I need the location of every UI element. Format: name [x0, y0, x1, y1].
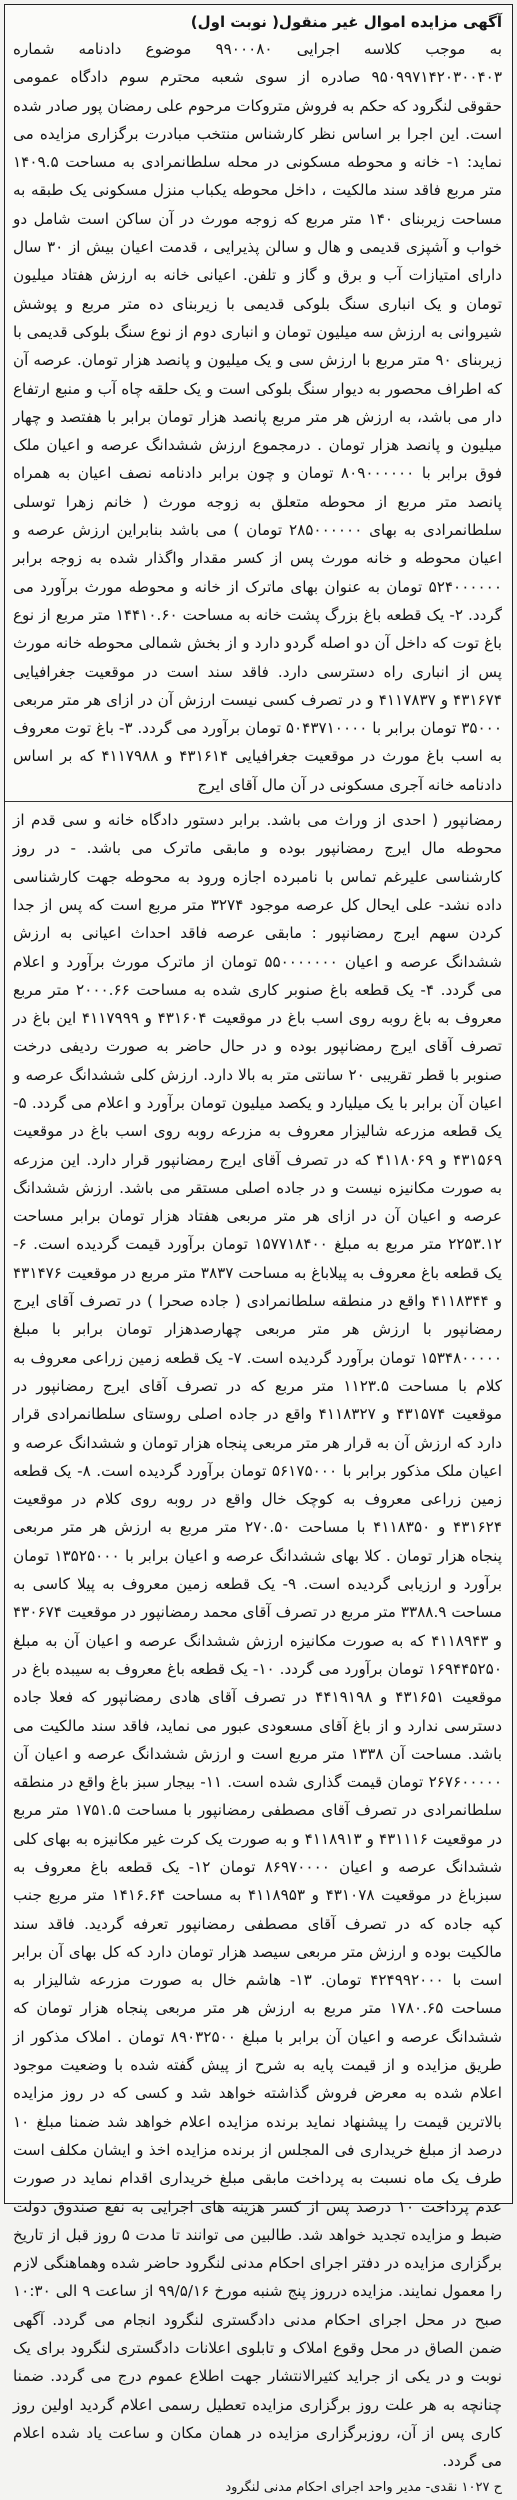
notice-title: آگهی مزایده اموال غیر منقول( نوبت اول) [190, 13, 502, 31]
notice-clipping [4, 4, 513, 2495]
column-divider [5, 801, 512, 802]
notice-body-part-1: به موجب کلاسه اجرایی ۹۹۰۰۰۸۰ موضوع دادنامه شماره ۹۵۰۹۹۷۱۴۲۰۳۰۰۴۰۳ صادره از سوی شعبه محترم سوم دادگاه عمومی حقوقی لنگرود که حکم به فروش متروکات مرحوم علی رمضان پور صادر شده است. این اجرا بر اساس نظر کارشناس منتخب مبادرت برگزاری مزایده می نماید: ۱- خانه و محوطه مسکونی در محله سلطانمرادی به مساحت ۱۴۰۹.۵ متر مربع فاقد سند مالکیت ، داخل محوطه یکباب منزل مسکونی یک طبقه به مساحت زیربنای ۱۴۰ متر مربع که زوجه مورث در آن ساکن است شامل دو خواب و آشپزی قدیمی و هال و سالن پذیرایی ، قدمت اعیان بیش از ۳۰ سال دارای امتیازات آب و برق و گاز و تلفن. اعیانی خانه به ارزش هفتاد میلیون تومان و یک انباری سنگ بلوکی قدیمی با زیربنای ده متر مربع و پوشش شیروانی به ارزش سه میلیون تومان و انباری دوم از نوع سنگ بلوکی قدیمی با زیربنای ۹۰ متر مربع با ارزش سی و یک میلیون و پانصد هزار تومان. عرصه آن که اطراف محصور به دیوار سنگ بلوکی است و یک حلقه چاه آب و منبع ارتفاع دار می باشد، به ارزش هر متر مربع پانصد هزار تومان برابر با هفتصد و چهار میلیون و پانصد هزار تومان . درمجموع ارزش ششدانگ عرصه و اعیان ملک فوق برابر با ۸۰۹۰۰۰۰۰۰ تومان و چون برابر دادنامه نصف اعیان به همراه پانصد متر مربع از محوطه متعلق به زوجه مورث ( خانم زهرا توسلی سلطانمرادی به بهای ۲۸۵۰۰۰۰۰۰ تومان ) می باشد بنابراین ارزش عرصه و اعیان محوطه و خانه مورث پس از کسر مقدار واگذار شده به زوجه برابر ۵۲۴۰۰۰۰۰۰ تومان به عنوان بهای ماترک از خانه و محوطه مورث برآورد می گردد. ۲- یک قطعه باغ بزرگ پشت خانه به مساحت ۱۴۴۱۰.۶۰ متر مربع از نوع باغ توت که داخل آن دو اصله گردو دارد و از بخش شمالی محوطه خانه مورث پس از انباری راه دسترسی دارد. فاقد سند است در موقعیت جغرافیایی ۴۳۱۶۷۴ و ۴۱۱۷۸۳۷ و در تصرف کسی نیست ارزش آن در ازای هر متر مربعی ۳۵۰۰۰ تومان برابر با ۵۰۴۳۷۱۰۰۰۰ تومان برآورد می گردد. ۳- باغ توت معروف به اسب باغ مورث در موقعیت جغرافیایی ۴۳۱۶۱۴ و ۴۱۱۷۹۸۸ که بر اساس دادنامه خانه آجری مسکونی در آن مال آقای ایرج [13, 40, 502, 794]
notice-signature: ح ۱۰۲۷ نقدی- مدیر واحد اجرای احکام مدنی لنگرود [225, 2479, 502, 2495]
notice-body-part-2: رمضانپور ( احدی از وراث می باشد. برابر دستور دادگاه خانه و سی قدم از محوطه مال ایرج رمضانپور بوده و مابقی ماترک می باشد. - در روز کارشناسی علیرغم تماس با نامبرده اجازه ورود به محوطه جهت کارشناسی داده نشد- علی ایحال کل عرصه موجود ۳۲۷۴ متر مربع است که پس از جدا کردن سهم ایرج رمضانپور : مابقی عرصه فاقد احداث اعیانی به ارزش ششدانگ عرصه و اعیان ۵۵۰۰۰۰۰۰۰ تومان از ماترک مورث برآورد و اعلام می گردد. ۴- یک قطعه باغ صنوبر کاری شده به مساحت ۲۰۰۰.۶۶ متر مربع معروف به باغ روبه روی اسب باغ در موقعیت ۴۳۱۶۰۴ و ۴۱۱۷۹۹۹ این باغ در تصرف آقای ایرج رمضانپور بوده و در حال حاضر به صورت ردیفی درخت صنوبر با قطر تقریبی ۲۰ سانتی متر به بالا دارد. ارزش کلی ششدانگ عرصه و اعیان آن برابر با یک میلیارد و یکصد میلیون تومان برآورد و اعلام می گردد. ۵- یک قطعه مزرعه شالیزار معروف به مزرعه روبه روی اسب باغ در موقعیت ۴۳۱۵۶۹ و ۴۱۱۸۰۶۹ که در تصرف آقای ایرج رمضانپور قرار دارد. این مزرعه به صورت مکانیزه نیست و در جاده اصلی مستقر می باشد. ارزش ششدانگ عرصه و اعیان آن در ازای هر متر مربعی هفتاد هزار تومان برابر مساحت ۲۲۵۳.۱۲ متر مربع به مبلغ ۱۵۷۷۱۸۴۰۰ تومان برآورد قیمت گردیده است. ۶- یک قطعه باغ معروف به پیلاباغ به مساحت ۳۸۳۷ متر مربع در موقعیت ۴۳۱۴۷۶ و ۴۱۱۸۳۴۴ واقع در منطقه سلطانمرادی ( جاده صحرا ) در تصرف آقای ایرج رمضانپور با ارزش هر متر مربعی چهارصدهزار تومان برابر با مبلغ ۱۵۳۴۸۰۰۰۰۰ تومان برآورد گردیده است. ۷- یک قطعه زمین زراعی معروف به کلام با مساحت ۱۱۲۳.۵ متر مربع که در تصرف آقای ایرج رمضانپور در موقعیت ۴۳۱۵۷۴ و ۴۱۱۸۳۲۷ واقع در جاده اصلی روستای سلطانمرادی قرار دارد که ارزش آن به قرار هر متر مربعی پنجاه هزار تومان و ششدانگ عرصه و اعیان ملک مذکور برابر با ۵۶۱۷۵۰۰۰ تومان برآورد گردیده است. ۸- یک قطعه زمین زراعی معروف به کوچک خال واقع در روبه روی کلام در موقعیت ۴۳۱۶۲۴ و ۴۱۱۸۳۵۰ با مساحت ۲۷۰.۵۰ متر مربع به ارزش هر متر مربعی پنجاه هزار تومان . کلا بهای ششدانگ عرصه و اعیان برابر با ۱۳۵۲۵۰۰۰ تومان برآورد و ارزیابی گردیده است. ۹- یک قطعه زمین معروف به پیلا کاسی به مساحت ۳۳۸۸.۹ متر مربع در تصرف آقای محمد رمضانپور در موقعیت ۴۳۰۶۷۴ و ۴۱۱۸۹۴۳ که به صورت مکانیزه ارزش ششدانگ عرصه و اعیان آن به مبلغ ۱۶۹۴۴۵۲۵۰ تومان برآورد می گردد. ۱۰- یک قطعه باغ معروف به سیبده باغ در موقعیت ۴۳۱۶۵۱ و ۴۴۱۹۱۹۸ در تصرف آقای هادی رمضانپور که فعلا جاده دسترسی ندارد و از باغ آقای مسعودی عبور می نماید، فاقد سند مالکیت می باشد. مساحت آن ۱۳۳۸ متر مربع است و ارزش ششدانگ عرصه و اعیان آن ۲۶۷۶۰۰۰۰۰ تومان قیمت گذاری شده است. ۱۱- بیجار سبز باغ واقع در منطقه سلطانمرادی در تصرف آقای مصطفی رمضانپور با مساحت ۱۷۵۱.۵ متر مربع در موقعیت ۴۳۱۱۱۶ و ۴۱۱۸۹۱۳ و به صورت یک کرت غیر مکانیزه به بهای کلی ششدانگ عرصه و اعیان ۸۶۹۷۰۰۰۰ تومان ۱۲- یک قطعه باغ معروف به سبزباغ در موقعیت ۴۳۱۰۷۸ و ۴۱۱۸۹۵۳ به مساحت ۱۴۱۶.۶۴ متر مربع جنب کپه جاده که در تصرف آقای مصطفی رمضانپور تعرفه گردید. فاقد سند مالکیت بوده و ارزش متر مربعی سیصد هزار تومان دارد که کل بهای آن برابر است با ۴۲۴۹۹۲۰۰۰ تومان. ۱۳- هاشم خال به صورت مزرعه شالیزار به مساحت ۱۷۸۰.۶۵ متر مربع به ارزش هر متر مربعی پنجاه هزار تومان که ششدانگ عرصه و اعیان آن برابر با مبلغ ۸۹۰۳۲۵۰۰ تومان . املاک مذکور از طریق مزایده و از قیمت پایه به شرح از پیش گفته شده با وضعیت موجود اعلام شده به معرض فروش گذاشته خواهد شد و کسی که در روز مزایده بالاترین قیمت را پیشنهاد نماید برنده مزایده اعلام خواهد شد ضمنا مبلغ ۱۰ درصد از مبلغ خریداری فی المجلس از برنده مزایده اخذ و ایشان مکلف است طرف یک ماه نسبت به پرداخت مابقی مبلغ خریداری اقدام نماید در صورت عدم پرداخت ۱۰ درصد پس از کسر هزینه های اجرایی به نفع صندوق دولت ضبط و مزایده تجدید خواهد شد. طالبین می توانند تا مدت ۵ روز قبل از تاریخ برگزاری مزایده در دفتر اجرای احکام مدنی لنگرود حاضر شده وهماهنگی لازم را معمول نمایند. مزایده درروز پنج شنبه مورخ ۹۹/۵/۱۶ از ساعت ۹ الی ۱۰:۳۰ صبح در محل اجرای احکام مدنی دادگستری لنگرود انجام می گردد. آگهی ضمن الصاق در محل وقوع املاک و تابلوی اعلانات دادگستری لنگرود برای یک نوبت و در یکی از جراید کثیرالانتشار جهت اطلاع عموم درج می گردد. ضمنا چنانچه به هر علت روز برگزاری مزایده تعطیل رسمی اعلام گردید اولین روز کاری پس از آن، روزبرگزاری مزایده در همان مکان و ساعت یاد شده اعلام می گردد. [13, 811, 503, 2471]
